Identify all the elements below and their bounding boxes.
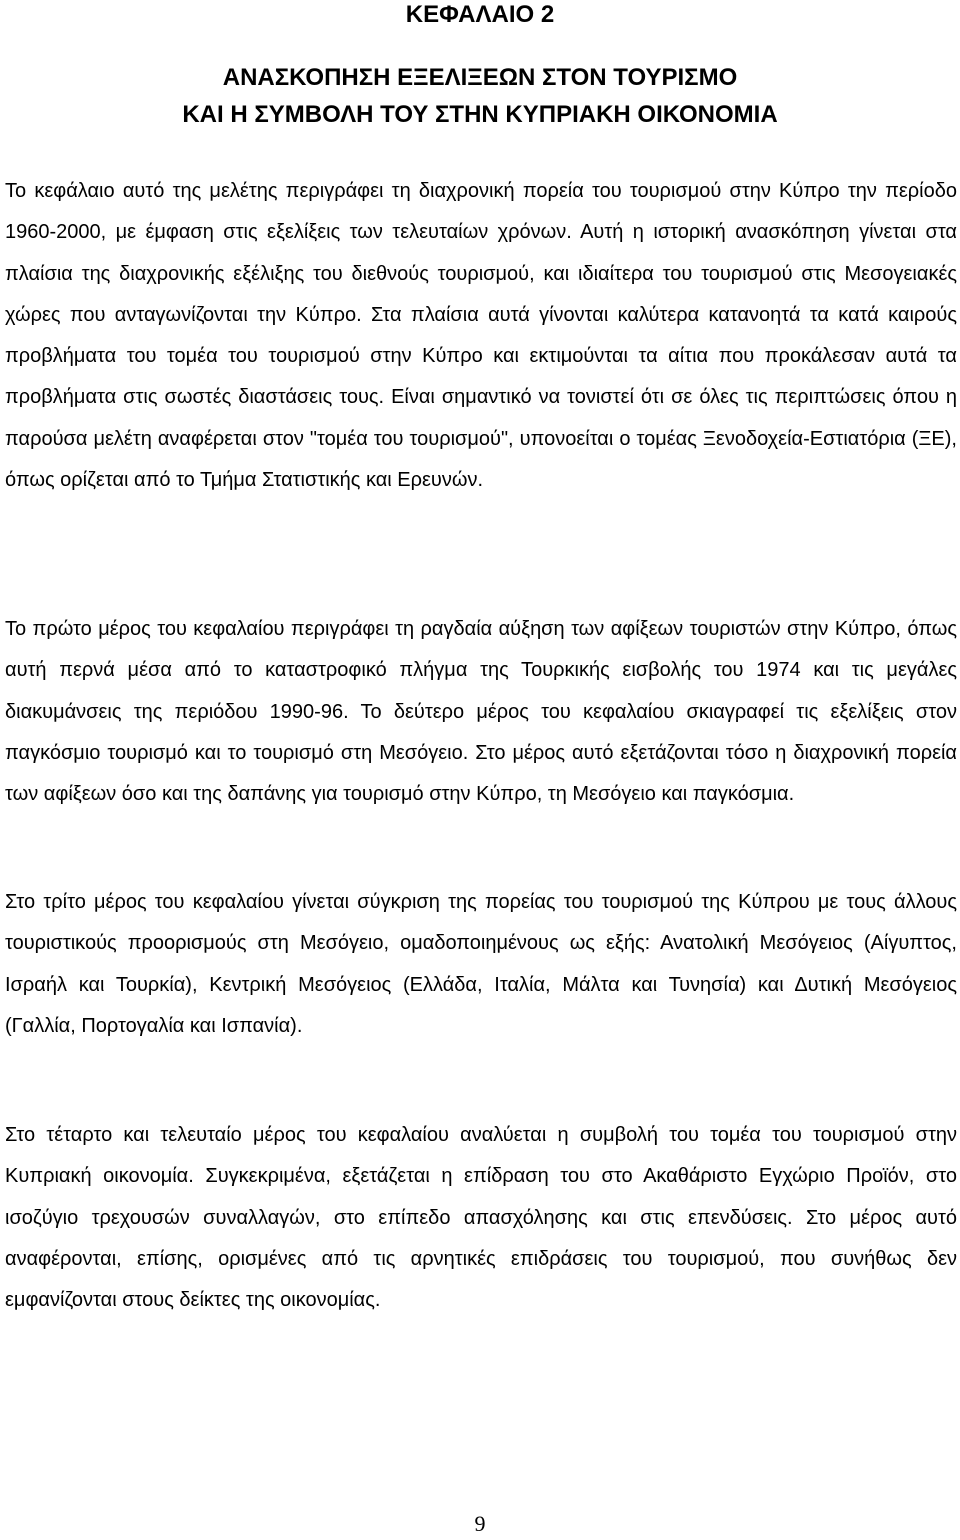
paragraph-3: Στο τρίτο μέρος του κεφαλαίου γίνεται σύγκριση της πορείας του τουρισμού της Κύπρου με τους άλλους τουριστικούς προορισμούς στη Μεσόγειο, ομαδοποιημένους ως εξής: Ανατολική Μεσόγειος (Αίγυπτος, Ισραήλ και Τουρκία), Κεντρική Μεσόγειος (Ελλάδα, Ιταλία, Μάλτα και Τυνησία) και Δυτική Μεσόγειος (Γαλλία, Πορτογαλία και Ισπανία). xyxy=(5,891,957,1037)
chapter-title-line-2: ΚΑΙ Η ΣΥΜΒΟΛΗ ΤΟΥ ΣΤΗΝ ΚΥΠΡΙΑΚΗ ΟΙΚΟΝΟΜΙΑ xyxy=(182,101,778,128)
chapter-title xyxy=(0,59,960,133)
paragraph-2: Το πρώτο μέρος του κεφαλαίου περιγράφει τη ραγδαία αύξηση των αφίξεων τουριστών στην Κύπρο, όπως αυτή περνά μέσα από το καταστροφικό πλήγμα της Τουρκικής εισβολής του 1974 και τις μεγάλες διακυμάνσεις της περιόδου 1990-96. Το δεύτερο μέρος του κεφαλαίου σκιαγραφεί τις εξελίξεις στον παγκόσμιο τουρισμό και το τουρισμό στη Μεσόγειο. Στο μέρος αυτό εξετάζονται τόσο η διαχρονική πορεία των αφίξεων όσο και της δαπάνης για τουρισμό στην Κύπρο, τη Μεσόγειο και παγκόσμια. xyxy=(5,618,957,806)
paragraph-1: Το κεφάλαιο αυτό της μελέτης περιγράφει τη διαχρονική πορεία του τουρισμού στην Κύπρο την περίοδο 1960-2000, με έμφαση στις εξελίξεις των τελευταίων χρόνων. Αυτή η ιστορική ανασκόπηση γίνεται στα πλαίσια της διαχρονικής εξέλιξης του διεθνούς τουρισμού, και ιδιαίτερα του τουρισμού στις Μεσογειακές χώρες που ανταγωνίζονται την Κύπρο. Στα πλαίσια αυτά γίνονται καλύτερα κατανοητά τα κατά καιρούς προβλήματα του τομέα του τουρισμού στην Κύπρο και εκτιμούνται τα αίτια που προκάλεσαν αυτά τα προβλήματα στις σωστές διαστάσεις τους. Είναι σημαντικό να τονιστεί ότι σε όλες τις περιπτώσεις όπου η παρούσα μελέτη αναφέρεται στον "τομέα του τουρισμού", υπονοείται ο τομέας Ξενοδοχεία-Εστιατόρια (ΞΕ), όπως ορίζεται από το Τμήμα Στατιστικής και Ερευνών. xyxy=(5,180,957,492)
chapter-title-line-1: ΑΝΑΣΚΟΠΗΣΗ ΕΞΕΛΙΞΕΩΝ ΣΤΟΝ ΤΟΥΡΙΣΜΟ xyxy=(222,64,738,91)
paragraph-4: Στο τέταρτο και τελευταίο μέρος του κεφαλαίου αναλύεται η συμβολή του τομέα του τουρισμού στην Κυπριακή οικονομία. Συγκεκριμένα, εξετάζεται η επίδραση του στο Ακαθάριστο Εγχώριο Προϊόν, στο ισοζύγιο τρεχουσών συναλλαγών, στο επίπεδο απασχόλησης και στις επενδύσεις. Στο μέρος αυτό αναφέρονται, επίσης, ορισμένες από τις αρνητικές επιδράσεις του τουρισμού, που συνήθως δεν εμφανίζονται στους δείκτες της οικονομίας. xyxy=(5,1124,957,1312)
chapter-label: ΚΕΦΑΛΑΙΟ 2 xyxy=(405,1,555,28)
page-number: 9 xyxy=(474,1511,486,1536)
